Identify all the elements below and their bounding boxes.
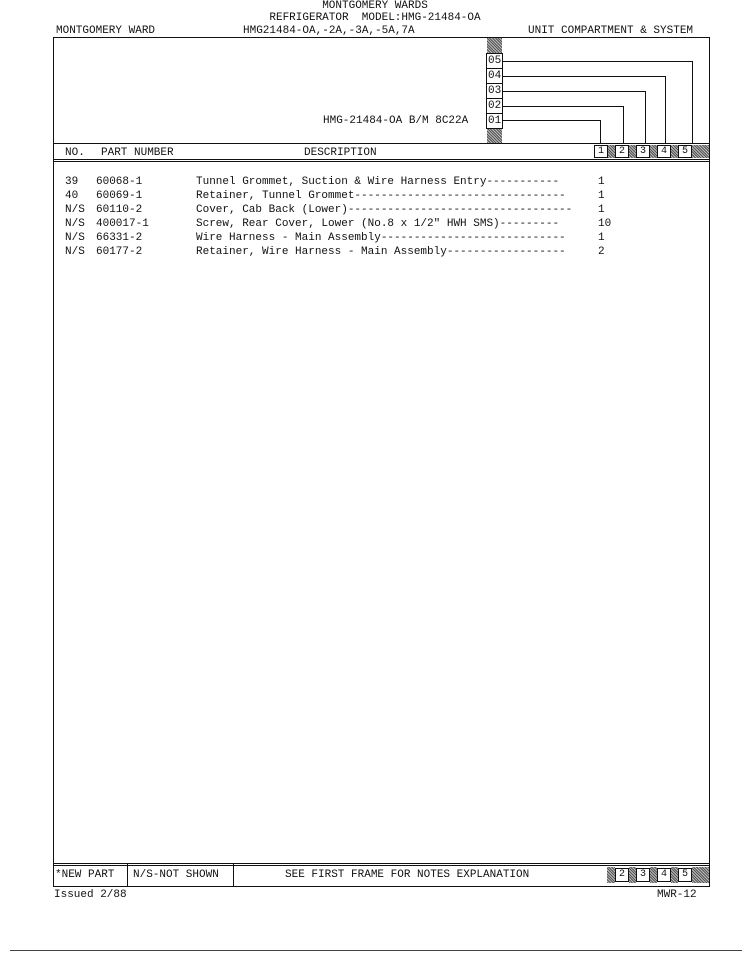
tree-line-03-v [645,91,646,143]
footer-new-part: *NEW PART [55,869,115,881]
tree-level-03: 03 [488,85,502,97]
tree-shade-bottom [487,129,502,143]
footer-level-4: 4 [657,868,671,882]
footer-right-edge [709,863,710,887]
tree-line-04-v [665,76,666,143]
column-header-top-rule [53,143,710,144]
column-header-no: NO. [65,147,85,159]
tree-div [486,68,503,69]
footer-bottom-rule [53,886,710,887]
part-no: N/S [65,218,85,230]
issued-date: Issued 2/88 [54,889,127,901]
footer-div [127,863,128,886]
part-no: N/S [65,232,85,244]
tree-line-02 [503,106,623,107]
footer-level-3: 3 [636,868,650,882]
part-no: N/S [65,204,85,216]
header-left-label: MONTGOMERY WARD [56,25,156,37]
column-header-part-number: PART NUMBER [101,147,174,159]
footer-notes: SEE FIRST FRAME FOR NOTES EXPLANATION [285,869,530,881]
level-shade [607,867,615,883]
level-shade [629,867,636,883]
part-number: 60110-2 [96,204,143,216]
tree-div [486,98,503,99]
tree-line-05-v [692,61,693,143]
level-shade [650,145,657,158]
header-title-line2: REFRIGERATOR MODEL:HMG-21484-OA [269,12,481,24]
page-code: MWR-12 [657,889,697,901]
level-shade [671,145,678,158]
part-qty: 1 [598,204,605,216]
column-level-4: 4 [657,145,671,158]
tree-level-05: 05 [488,55,502,67]
column-level-5: 5 [678,145,692,158]
level-shade [692,867,709,883]
tree-shade-top [487,38,502,53]
part-number: 66331-2 [96,232,143,244]
part-number: 60069-1 [96,190,143,202]
column-header-bottom-rule [53,159,710,160]
footer-div [233,863,234,886]
part-description: Tunnel Grommet, Suction & Wire Harness Entry----------- [196,176,560,188]
part-description: Retainer, Tunnel Grommet-------------------------------- [196,190,566,202]
part-qty: 1 [598,232,605,244]
level-shade [608,145,615,158]
column-level-3: 3 [636,145,650,158]
tree-level-02: 02 [488,100,502,112]
footer-level-5: 5 [678,868,692,882]
tree-div [486,113,503,114]
part-number: 60177-2 [96,246,143,258]
part-qty: 1 [598,176,605,188]
level-shade [692,145,709,158]
tree-line-02-v [623,106,624,143]
tree-line-03 [503,91,645,92]
column-header-bottom-rule-2 [53,161,710,162]
part-no: 39 [65,176,79,188]
tree-model-bm: HMG-21484-OA B/M 8C22A [323,115,469,127]
part-description: Screw, Rear Cover, Lower (No.8 x 1/2" HWH SMS)--------- [196,218,560,230]
scan-edge-rule [10,950,742,951]
part-number: 400017-1 [96,218,149,230]
tree-div [486,83,503,84]
footer-not-shown: N/S-NOT SHOWN [133,869,219,881]
part-description: Wire Harness - Main Assembly---------------------------- [196,232,566,244]
footer-left-edge [53,863,54,887]
part-no: N/S [65,246,85,258]
part-description: Cover, Cab Back (Lower)---------------------------------- [196,204,573,216]
footer-level-2: 2 [615,868,629,882]
column-level-1: 1 [594,145,608,158]
tree-level-01: 01 [488,115,502,127]
column-level-2: 2 [615,145,629,158]
level-shade [671,867,678,883]
part-qty: 10 [598,218,612,230]
header-models: HMG21484-OA,-2A,-3A,-5A,7A [243,25,415,37]
part-number: 60068-1 [96,176,143,188]
tree-line-05 [503,61,692,62]
header-title-line1: MONTGOMERY WARDS [322,0,428,12]
part-qty: 2 [598,246,605,258]
part-no: 40 [65,190,79,202]
tree-line-04 [503,76,665,77]
footer-top-rule [53,863,710,864]
part-description: Retainer, Wire Harness - Main Assembly------------------ [196,246,566,258]
header-section: UNIT COMPARTMENT & SYSTEM [528,25,694,37]
level-shade [650,867,657,883]
tree-line-01 [503,120,600,121]
column-header-description: DESCRIPTION [304,147,377,159]
tree-level-04: 04 [488,70,502,82]
tree-line-01-v [600,120,601,143]
part-qty: 1 [598,190,605,202]
level-shade [629,145,636,158]
